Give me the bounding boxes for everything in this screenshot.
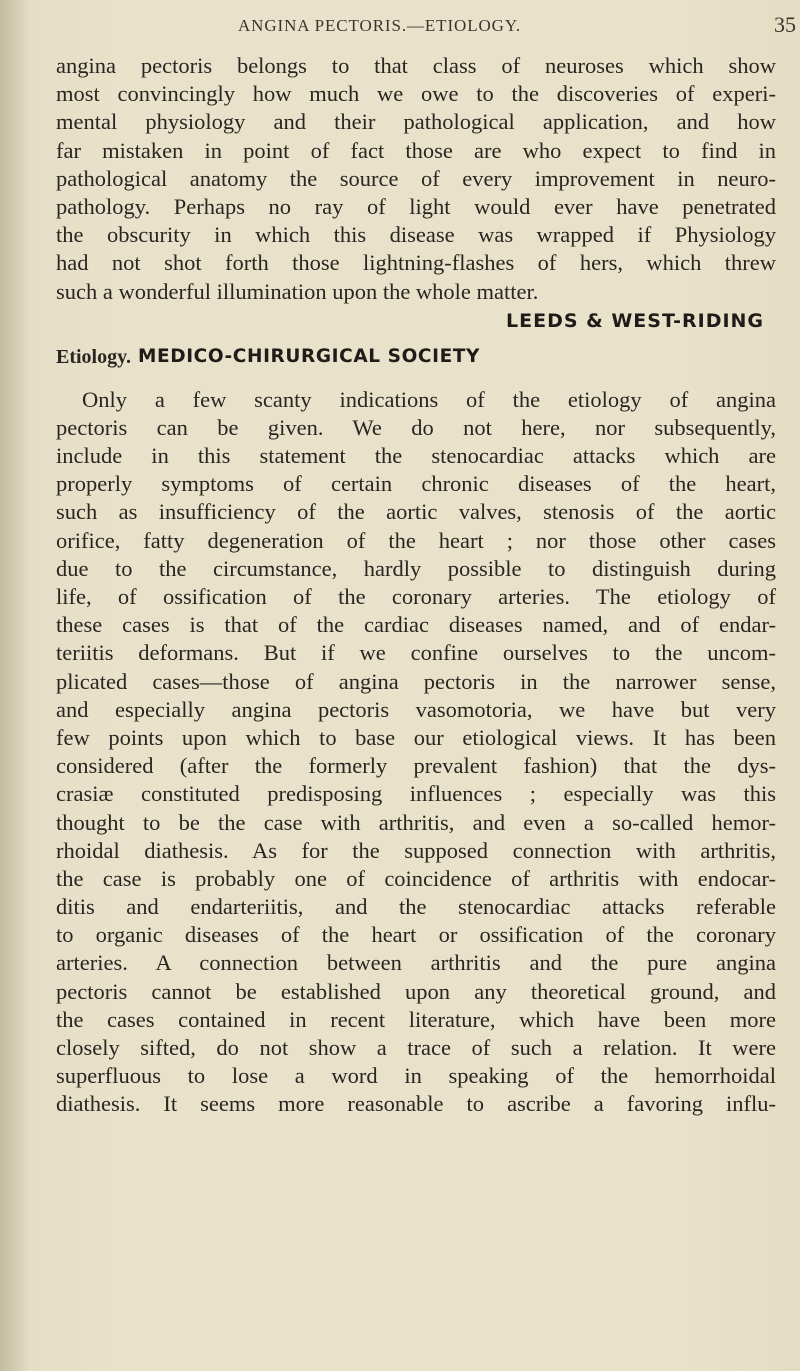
text-line: pathology. Perhaps no ray of light would ever have penetrated — [56, 193, 776, 219]
text-line: diathesis. It seems more reasonable to ascribe a favoring influ- — [56, 1091, 776, 1117]
text-line: life, of ossification of the coronary arteries. The etiology of — [56, 584, 776, 609]
text-line: plicated cases—those of angina pectoris in the narrower sense, — [56, 668, 776, 694]
running-head — [100, 12, 796, 42]
text-line: such a wonderful illumination upon the whole matter. — [56, 278, 539, 304]
text-line: the case is probably one of coincidence of arthritis with endocar- — [56, 865, 776, 891]
body-text — [56, 52, 776, 1119]
text-line: ditis and endarteriitis, and the stenocardiac attacks referable — [56, 894, 776, 920]
library-stamp-line-1: LEEDS & WEST-RIDING — [506, 309, 765, 332]
text-line: pectoris cannot be established upon any theoretical ground, and — [56, 978, 776, 1004]
text-line: arteries. A connection between arthritis and the pure angina — [56, 950, 776, 976]
page-number: 35 — [774, 12, 796, 37]
library-stamp-line-2: MEDICO-CHIRURGICAL SOCIETY — [138, 345, 481, 367]
library-stamp-top — [56, 306, 776, 342]
text-line: closely sifted, do not show a trace of such a relation. It were — [56, 1035, 776, 1060]
text-line: far mistaken in point of fact those are who expect to find in — [56, 137, 776, 163]
text-line: properly symptoms of certain chronic diseases of the heart, — [56, 471, 776, 497]
text-line: teriitis deformans. But if we confine ourselves to the uncom- — [56, 640, 776, 666]
text-line: thought to be the case with arthritis, and even a so-called hemor- — [56, 809, 776, 835]
section-heading-row — [56, 342, 776, 378]
text-line: pectoris can be given. We do not here, nor subsequently, — [56, 414, 776, 440]
text-line: these cases is that of the cardiac diseases named, and of endar- — [56, 612, 776, 638]
text-line: Only a few scanty indications of the etiology of angina — [82, 386, 776, 412]
text-line: most convincingly how much we owe to the discoveries of experi- — [56, 81, 776, 107]
text-line: due to the circumstance, hardly possible to distinguish during — [56, 555, 776, 581]
text-line: pathological anatomy the source of every improvement in neuro- — [56, 165, 776, 191]
text-line: few points upon which to base our etiological views. It has been — [56, 724, 776, 750]
text-line: and especially angina pectoris vasomotoria, we have but very — [56, 696, 776, 722]
text-line: include in this statement the stenocardiac attacks which are — [56, 443, 776, 469]
text-line: considered (after the formerly prevalent fashion) that the dys- — [56, 753, 776, 779]
text-line: had not shot forth those lightning-flashes of hers, which threw — [56, 250, 776, 276]
text-line: orifice, fatty degeneration of the heart ; nor those other cases — [56, 527, 776, 553]
text-line: such as insufficiency of the aortic valves, stenosis of the aortic — [56, 499, 776, 525]
text-line: superfluous to lose a word in speaking of the hemorrhoidal — [56, 1063, 776, 1089]
text-line: the cases contained in recent literature, which have been more — [56, 1006, 776, 1032]
text-line: mental physiology and their pathological application, and how — [56, 109, 776, 135]
text-line: crasiæ constituted predisposing influences ; especially was this — [56, 781, 776, 807]
text-line: angina pectoris belongs to that class of neuroses which show — [56, 53, 776, 78]
running-title: ANGINA PECTORIS.—ETIOLOGY. — [238, 16, 521, 35]
text-line: the obscurity in which this disease was wrapped if Physiology — [56, 222, 776, 248]
page-spine-shadow — [0, 0, 30, 1371]
paragraph-1 — [56, 52, 776, 306]
section-heading: Etiology. — [56, 345, 132, 368]
paragraph-2 — [56, 386, 776, 1119]
text-line: rhoidal diathesis. As for the supposed connection with arthritis, — [56, 837, 776, 863]
text-line: to organic diseases of the heart or ossification of the coronary — [56, 922, 776, 948]
